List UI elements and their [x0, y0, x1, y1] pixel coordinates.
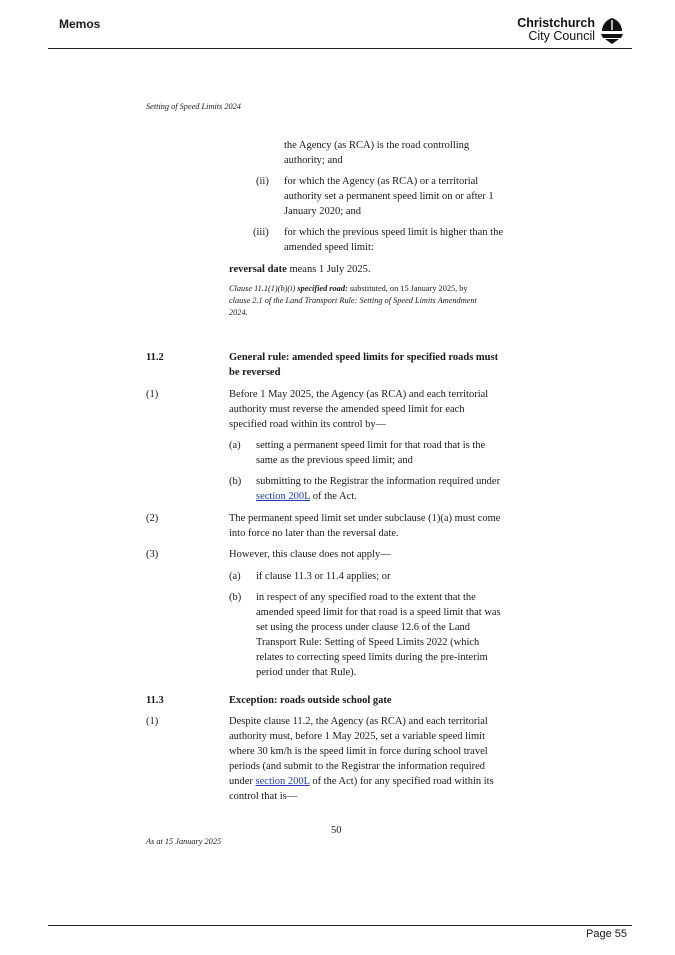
- text-line: for which the previous speed limit is higher than the: [284, 227, 503, 238]
- text-line: authority; and: [284, 155, 343, 166]
- defined-term: reversal date: [229, 264, 287, 275]
- text-line: Transport Rule: Setting of Speed Limits 2022 (which: [256, 637, 480, 648]
- text-line: in respect of any specified road to the extent that the: [256, 592, 476, 603]
- item-label: (b): [229, 476, 242, 487]
- text-line: where 30 km/h is the speed limit in force during school travel: [229, 746, 488, 757]
- amendment-note: 2024.: [229, 308, 248, 317]
- footer-divider: [48, 925, 632, 926]
- text-line: Before 1 May 2025, the Agency (as RCA) and each territorial: [229, 389, 489, 400]
- subclause-label: (1): [146, 389, 159, 400]
- section-number: 11.2: [146, 352, 164, 363]
- section-200l-link[interactable]: section 200L: [255, 776, 310, 787]
- subclause-label: (1): [146, 716, 159, 727]
- logo-line-1: Christchurch: [517, 16, 595, 30]
- text-line: the Agency (as RCA) is the road controlling: [284, 140, 470, 151]
- header-divider: [48, 48, 632, 49]
- logo-line-2: City Council: [528, 29, 595, 43]
- item-label: (ii): [256, 176, 269, 187]
- text-line: submitting to the Registrar the information required under: [256, 476, 501, 487]
- text-line: authority must, before 1 May 2025, set a variable speed limit: [229, 731, 486, 742]
- section-heading: be reversed: [229, 367, 281, 378]
- text-line: control that is—: [229, 791, 298, 802]
- definition: [229, 262, 371, 278]
- text-line: if clause 11.3 or 11.4 applies; or: [256, 571, 391, 582]
- section-number: 11.3: [146, 695, 164, 706]
- item-label: (b): [229, 592, 242, 603]
- text-line: periods (and submit to the Registrar the information required: [229, 761, 486, 772]
- text-line: specified road within its control by—: [229, 419, 387, 430]
- item-label: (iii): [253, 227, 269, 238]
- text-line: period under that Rule).: [256, 667, 357, 678]
- section-heading: Exception: roads outside school gate: [229, 695, 392, 706]
- item-label: (a): [229, 571, 241, 582]
- text-line: under section 200L of the Act) for any specified road within its: [229, 776, 494, 787]
- as-at-date: As at 15 January 2025: [146, 837, 222, 846]
- text-line: January 2020; and: [284, 206, 361, 217]
- section-200l-link[interactable]: section 200L: [256, 491, 311, 502]
- text-line: into force no later than the reversal date.: [229, 528, 399, 539]
- section-heading: General rule: amended speed limits for specified roads must: [229, 352, 499, 363]
- text-line: section 200L of the Act.: [256, 491, 357, 502]
- text-line: amended speed limit for that road is a speed limit that was: [256, 607, 501, 618]
- text-line: set using the process under clause 12.6 of the Land: [256, 622, 471, 633]
- page-number: Page 55: [586, 928, 627, 940]
- text-line: authority set a permanent speed limit on or after 1: [284, 191, 494, 202]
- definition-text: means 1 July 2025.: [286, 264, 371, 275]
- text-line: relates to correcting speed limits during the pre-interim: [256, 652, 488, 663]
- text-line: setting a permanent speed limit for that road that is the: [256, 440, 486, 451]
- text-line: authority must reverse the amended speed limit for each: [229, 404, 465, 415]
- text-line: amended speed limit:: [284, 242, 374, 253]
- text-line: However, this clause does not apply—: [229, 549, 391, 560]
- text-line: The permanent speed limit set under subclause (1)(a) must come: [229, 513, 501, 524]
- amendment-note: Clause 11.1(1)(b)(i) specified road: substituted, on 15 January 2025, by: [229, 284, 468, 293]
- text-line: Despite clause 11.2, the Agency (as RCA) and each territorial: [229, 716, 488, 727]
- council-logo: [513, 16, 625, 46]
- subclause-label: (2): [146, 513, 159, 524]
- running-head: Setting of Speed Limits 2024: [146, 102, 241, 111]
- header-title: Memos: [59, 17, 101, 31]
- subclause-label: (3): [146, 549, 159, 560]
- document-page-number: 50: [331, 825, 342, 836]
- cathedral-icon: [599, 17, 625, 45]
- amendment-note: clause 2.1 of the Land Transport Rule: Setting of Speed Limits Amendment: [229, 296, 477, 305]
- text-line: for which the Agency (as RCA) or a territorial: [284, 176, 479, 187]
- item-label: (a): [229, 440, 241, 451]
- text-line: same as the previous speed limit; and: [256, 455, 413, 466]
